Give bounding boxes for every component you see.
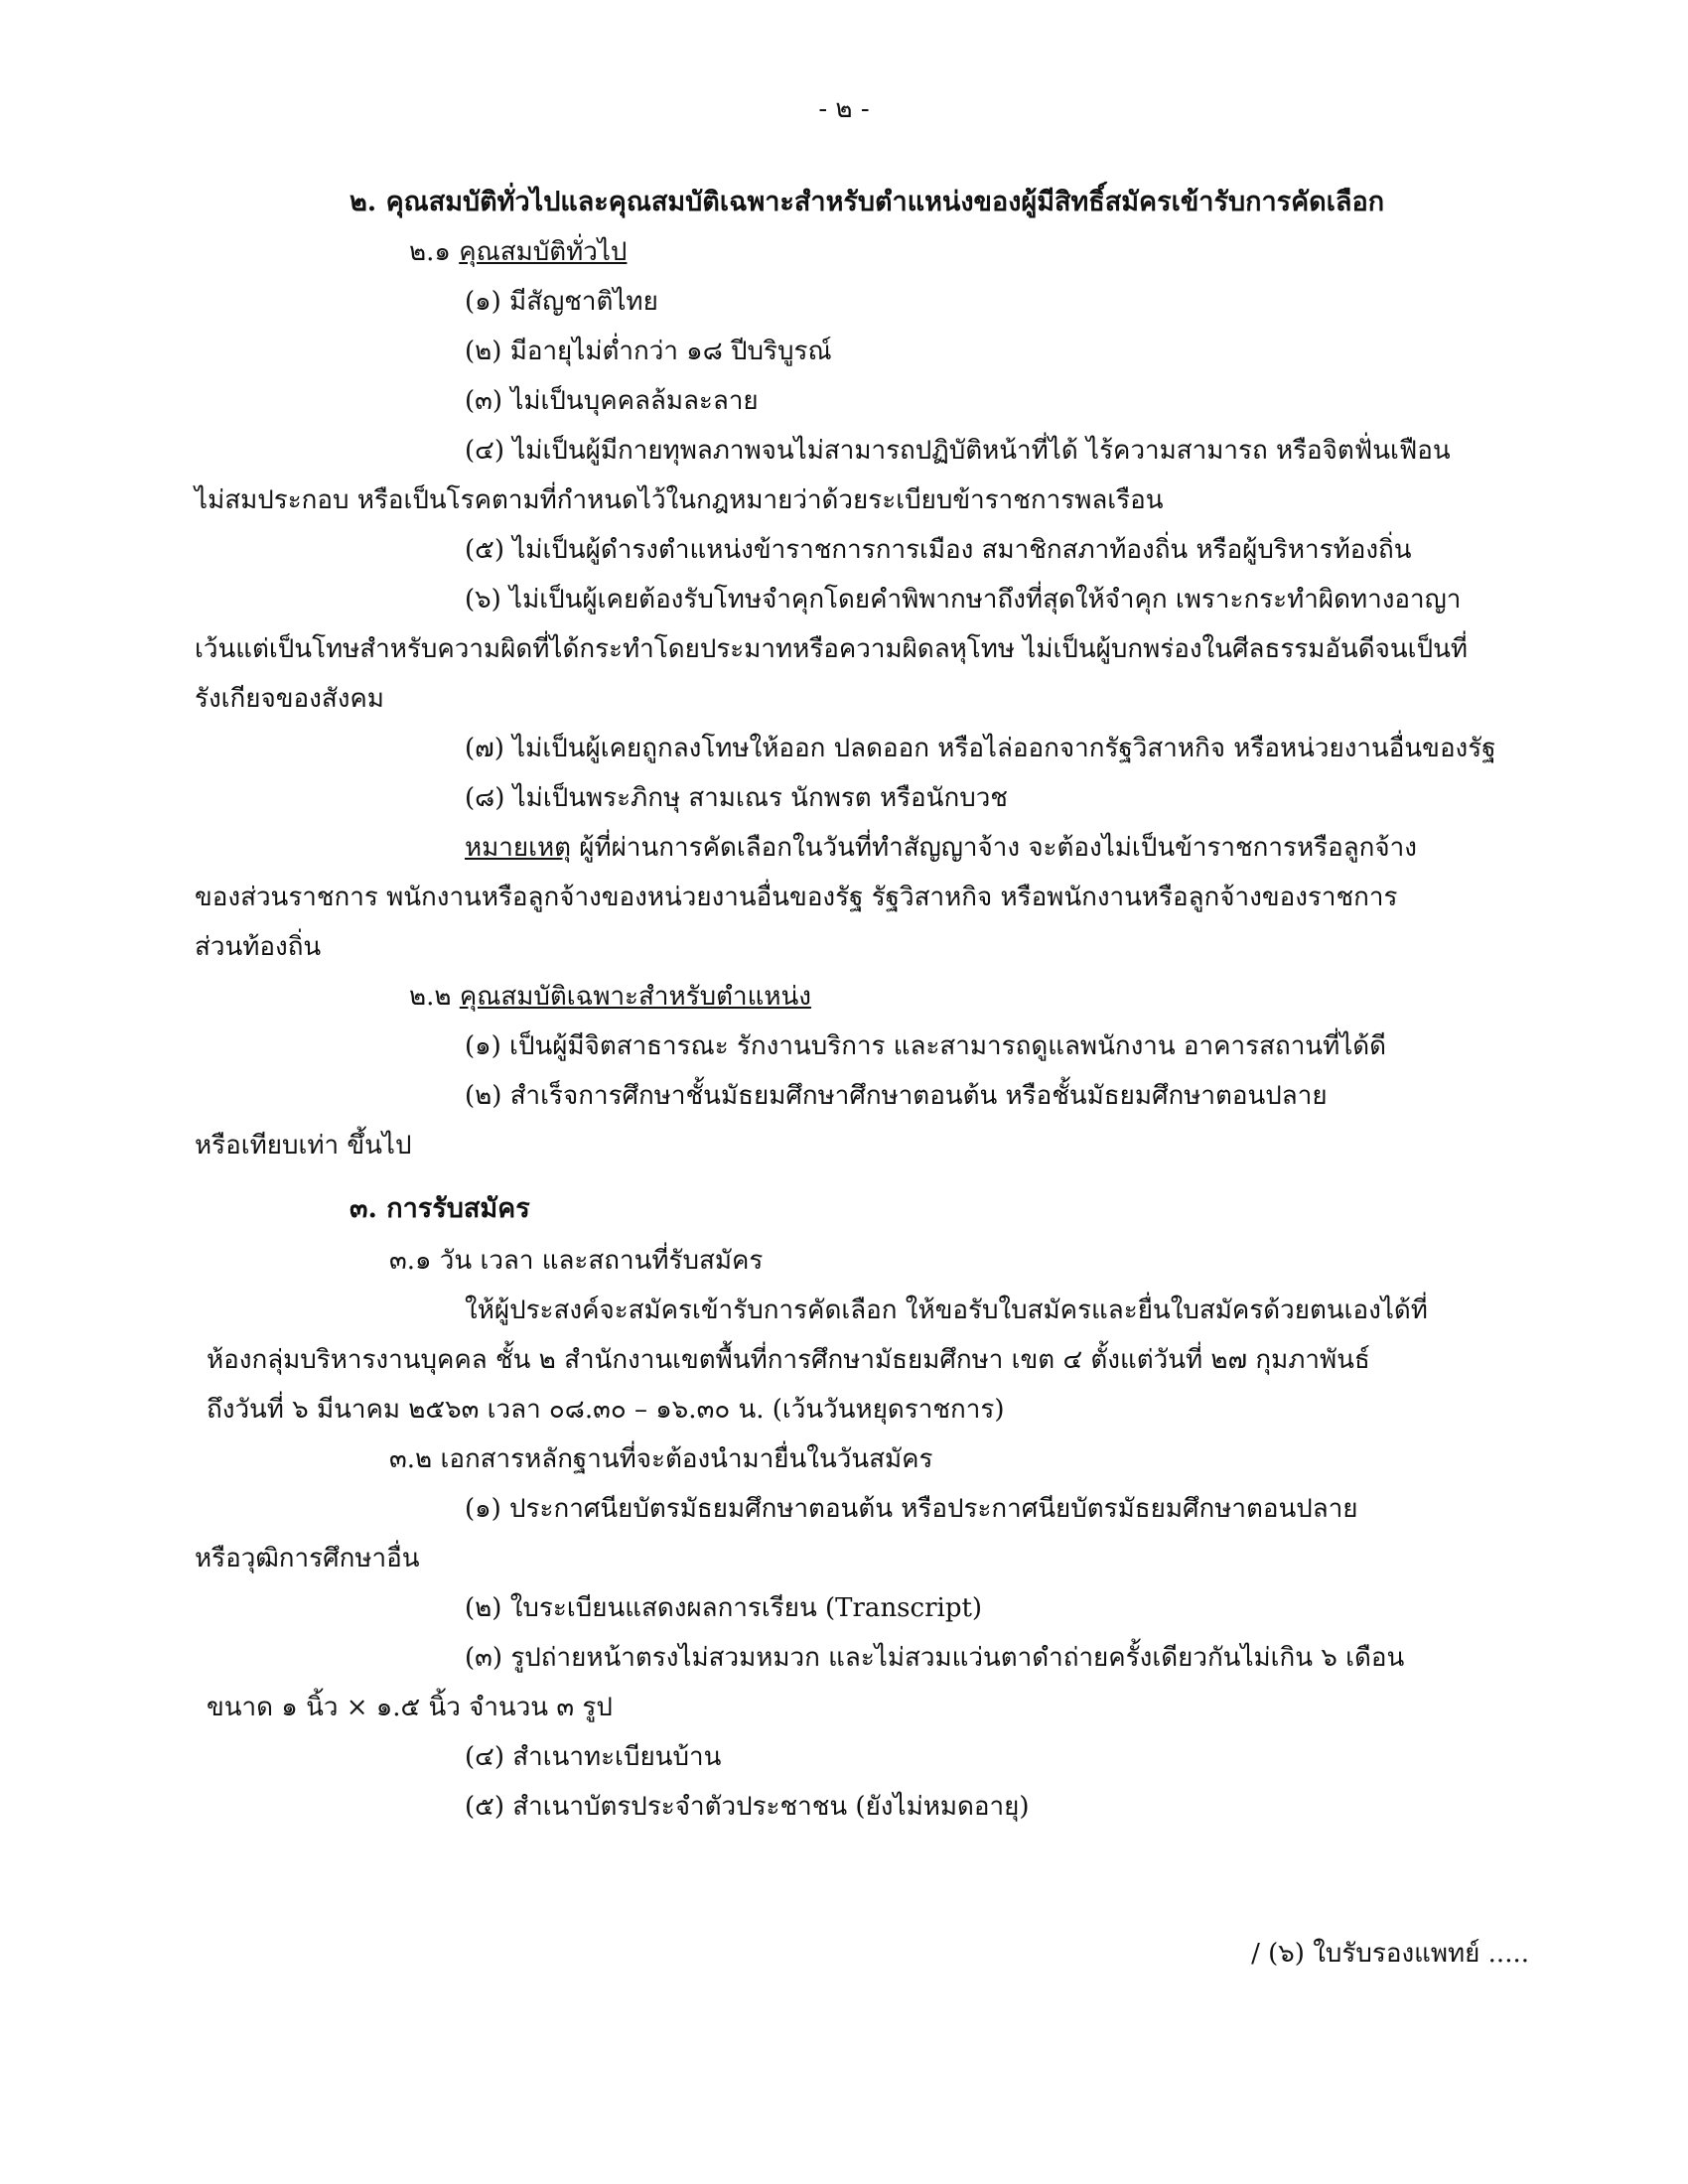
list-item: (๔) ไม่เป็นผู้มีกายทุพลภาพจนไม่สามารถปฏิบัติหน้าที่ได้ ไร้ความสามารถ หรือจิตฟั่นเฟือน (465, 436, 1451, 466)
list-item: (๔) สำเนาทะเบียนบ้าน (465, 1742, 722, 1772)
list-item-continuation: หรือวุฒิการศึกษาอื่น (195, 1544, 420, 1573)
list-item: (๑) เป็นผู้มีจิตสาธารณะ รักงานบริการ และสามารถดูแลพนักงาน อาคารสถานที่ได้ดี (465, 1031, 1387, 1061)
list-item: (๑) ประกาศนียบัตรมัธยมศึกษาตอนต้น หรือประกาศนียบัตรมัธยมศึกษาตอนปลาย (465, 1494, 1358, 1524)
note-text: ผู้ที่ผ่านการคัดเลือกในวันที่ทำสัญญาจ้าง จะต้องไม่เป็นข้าราชการหรือลูกจ้าง (571, 833, 1417, 863)
list-item-continuation: ไม่สมประกอบ หรือเป็นโรคตามที่กำหนดไว้ในกฎหมายว่าด้วยระเบียบข้าราชการพลเรือน (195, 485, 1164, 515)
note-continuation: ของส่วนราชการ พนักงานหรือลูกจ้างของหน่วยงานอื่นของรัฐ รัฐวิสาหกิจ หรือพนักงานหรือลูกจ้างของราชการ (195, 883, 1398, 912)
note-label: หมายเหตุ (465, 833, 572, 863)
section-2-heading: ๒. คุณสมบัติทั่วไปและคุณสมบัติเฉพาะสำหรับตำแหน่งของผู้มีสิทธิ์สมัครเข้ารับการคัดเลือก (350, 187, 1385, 217)
section-2-2-title (409, 979, 811, 1015)
list-item: (๘) ไม่เป็นพระภิกษุ สามเณร นักพรต หรือนักบวช (465, 783, 1008, 813)
note-line (465, 830, 1417, 866)
list-item-continuation: ขนาด ๑ นิ้ว × ๑.๕ นิ้ว จำนวน ๓ รูป (207, 1693, 613, 1722)
list-item: (๓) รูปถ่ายหน้าตรงไม่สวมหมวก และไม่สวมแว่นตาดำถ่ายครั้งเดียวกันไม่เกิน ๖ เดือน (465, 1643, 1405, 1673)
section-3-2-title: ๓.๒ เอกสารหลักฐานที่จะต้องนำมายื่นในวันสมัคร (389, 1444, 933, 1474)
list-item: (๓) ไม่เป็นบุคคลล้มละลาย (465, 386, 759, 416)
list-item: (๒) มีอายุไม่ต่ำกว่า ๑๘ ปีบริบูรณ์ (465, 337, 832, 366)
list-item: (๕) ไม่เป็นผู้ดำรงตำแหน่งข้าราชการการเมือง สมาชิกสภาท้องถิ่น หรือผู้บริหารท้องถิ่น (465, 535, 1412, 565)
section-3-1-title: ๓.๑ วัน เวลา และสถานที่รับสมัคร (389, 1246, 764, 1276)
list-item: (๖) ไม่เป็นผู้เคยต้องรับโทษจำคุกโดยคำพิพากษาถึงที่สุดให้จำคุก เพราะกระทำผิดทางอาญา (465, 585, 1462, 614)
list-item-continuation: เว้นแต่เป็นโทษสำหรับความผิดที่ได้กระทำโดยประมาทหรือความผิดลหุโทษ ไม่เป็นผู้บกพร่องในศีลธรรมอันดีจนเป็นที่ (195, 634, 1468, 664)
continuation-note: / (๖) ใบรับรองแพทย์ ..... (1251, 1939, 1529, 1969)
paragraph-line: ถึงวันที่ ๖ มีนาคม ๒๕๖๓ เวลา ๐๘.๓๐ – ๑๖.๓๐ น. (เว้นวันหยุดราชการ) (207, 1395, 1005, 1425)
list-item: (๒) ใบระเบียนแสดงผลการเรียน (Transcript) (465, 1593, 983, 1623)
section-2-2-number: ๒.๒ (409, 982, 452, 1012)
paragraph-line: ให้ผู้ประสงค์จะสมัครเข้ารับการคัดเลือก ให้ขอรับใบสมัครและยื่นใบสมัครด้วยตนเองได้ที่ (465, 1296, 1428, 1325)
list-item: (๕) สำเนาบัตรประจำตัวประชาชน (ยังไม่หมดอายุ) (465, 1792, 1030, 1822)
paragraph-line: ห้องกลุ่มบริหารงานบุคคล ชั้น ๒ สำนักงานเขตพื้นที่การศึกษามัธยมศึกษา เขต ๔ ตั้งแต่วันที่ ๒๗ กุมภาพันธ์ (207, 1345, 1370, 1375)
section-2-2-label: คุณสมบัติเฉพาะสำหรับตำแหน่ง (459, 982, 811, 1012)
section-2-1-title (409, 234, 627, 270)
note-continuation: ส่วนท้องถิ่น (195, 932, 322, 962)
section-2-1-label: คุณสมบัติทั่วไป (459, 237, 628, 267)
list-item-continuation: หรือเทียบเท่า ขึ้นไป (195, 1131, 412, 1160)
list-item: (๒) สำเร็จการศึกษาชั้นมัธยมศึกษาศึกษาตอนต้น หรือชั้นมัธยมศึกษาตอนปลาย (465, 1081, 1328, 1111)
list-item: (๑) มีสัญชาติไทย (465, 287, 658, 317)
list-item-continuation: รังเกียจของสังคม (195, 684, 384, 714)
section-3-heading: ๓. การรับสมัคร (350, 1193, 530, 1224)
list-item: (๗) ไม่เป็นผู้เคยถูกลงโทษให้ออก ปลดออก หรือไล่ออกจากรัฐวิสาหกิจ หรือหน่วยงานอื่นของรัฐ (465, 734, 1496, 763)
page-number: - ๒ - (818, 94, 870, 124)
section-2-1-number: ๒.๑ (409, 237, 451, 267)
